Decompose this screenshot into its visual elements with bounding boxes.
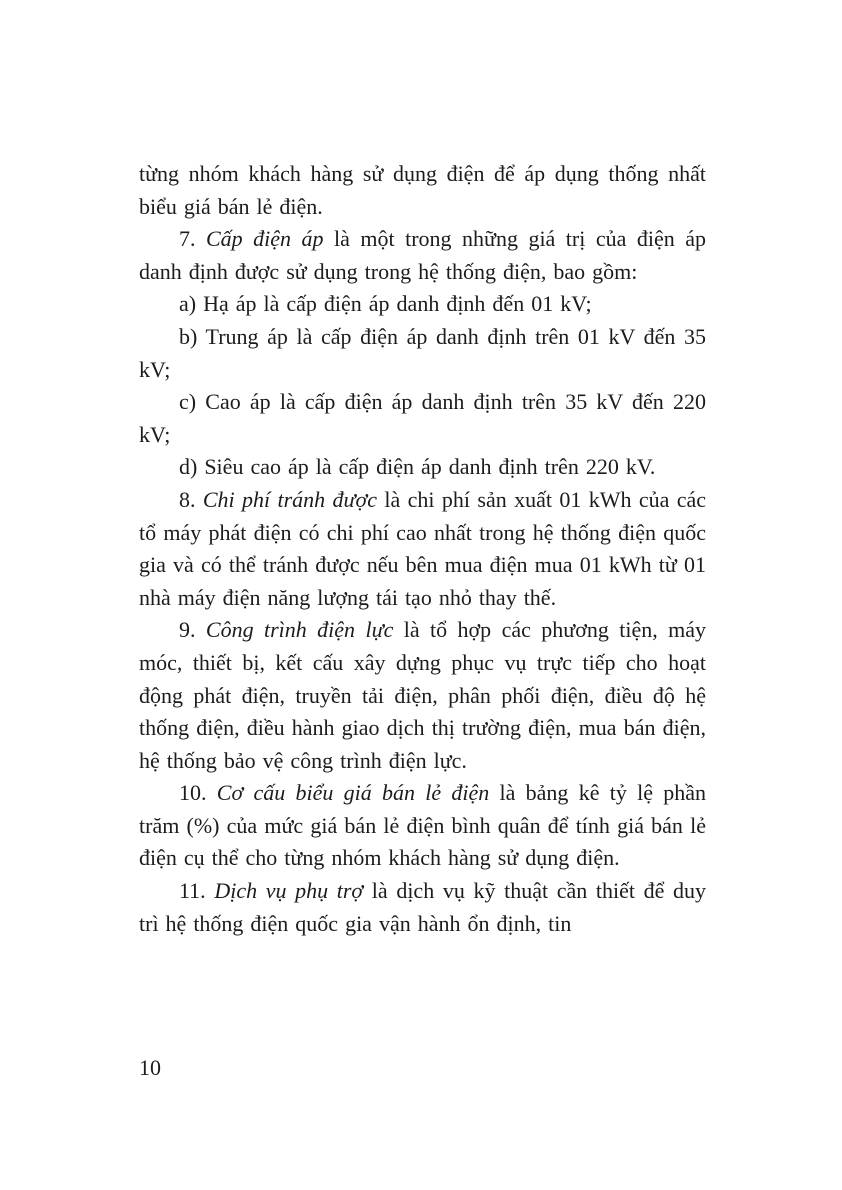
- text-run: 9.: [179, 617, 206, 643]
- paragraph-definition-11: [139, 875, 706, 940]
- text-run: là dịch vụ kỹ thuật cần thiết để duy trì hệ thống điện quốc gia vận hành ổn định, tin: [139, 878, 707, 936]
- defined-term: Dịch vụ phụ trợ: [214, 878, 364, 904]
- text-run: b) Trung áp là cấp điện áp danh định trên 01 kV đến 35 kV;: [139, 323, 706, 382]
- text-run: 11.: [179, 878, 215, 904]
- defined-term: Cấp điện áp: [206, 226, 324, 252]
- text-run: là chi phí sản xuất 01 kWh của các tổ máy phát điện có chi phí cao nhất trong hệ thống điện quốc gia và có thể tránh được nếu bên mua điện mua 01 kWh từ 01 nhà máy điện năng lượng tái tạo nhỏ thay thế.: [139, 486, 707, 610]
- text-run: là một trong những giá trị của điện áp danh định được sử dụng trong hệ thống điện, bao gồm:: [139, 226, 706, 284]
- body-text: [139, 158, 706, 940]
- page-number: 10: [139, 1055, 161, 1080]
- defined-term: Chi phí tránh được: [202, 486, 378, 512]
- defined-term: Cơ cấu biểu giá bán lẻ điện: [216, 780, 490, 806]
- paragraph-definition-10: [139, 777, 706, 875]
- text-run: a) Hạ áp là cấp điện áp danh định đến 01 kV;: [179, 291, 592, 317]
- text-run: 7.: [179, 226, 206, 252]
- text-run: d) Siêu cao áp là cấp điện áp danh định trên 220 kV.: [179, 454, 656, 480]
- paragraph-item-d: [139, 451, 706, 484]
- paragraph-item-a: [139, 288, 706, 321]
- paragraph-item-b: [139, 321, 706, 386]
- defined-term: Công trình điện lực: [205, 617, 394, 643]
- paragraph-definition-8: [139, 484, 706, 614]
- paragraph-continuation: [139, 158, 706, 223]
- text-run: là tổ hợp các phương tiện, máy móc, thiết bị, kết cấu xây dựng phục vụ trực tiếp cho hoạt động phát điện, truyền tải điện, phân phối điện, điều độ hệ thống điện, điều hành giao dịch thị trường điện, mua bán điện, hệ thống bảo vệ công trình điện lực.: [139, 617, 707, 773]
- paragraph-item-c: [139, 386, 706, 451]
- paragraph-definition-7: [139, 223, 706, 288]
- text-run: 10.: [179, 780, 217, 806]
- text-run: là bảng kê tỷ lệ phần trăm (%) của mức giá bán lẻ điện bình quân để tính giá bán lẻ điện cụ thể cho từng nhóm khách hàng sử dụng điện.: [139, 780, 706, 871]
- paragraph-definition-9: [139, 614, 706, 777]
- text-run: 8.: [179, 486, 203, 512]
- text-run: từng nhóm khách hàng sử dụng điện để áp dụng thống nhất biểu giá bán lẻ điện.: [139, 161, 706, 219]
- text-run: c) Cao áp là cấp điện áp danh định trên 35 kV đến 220 kV;: [139, 389, 706, 447]
